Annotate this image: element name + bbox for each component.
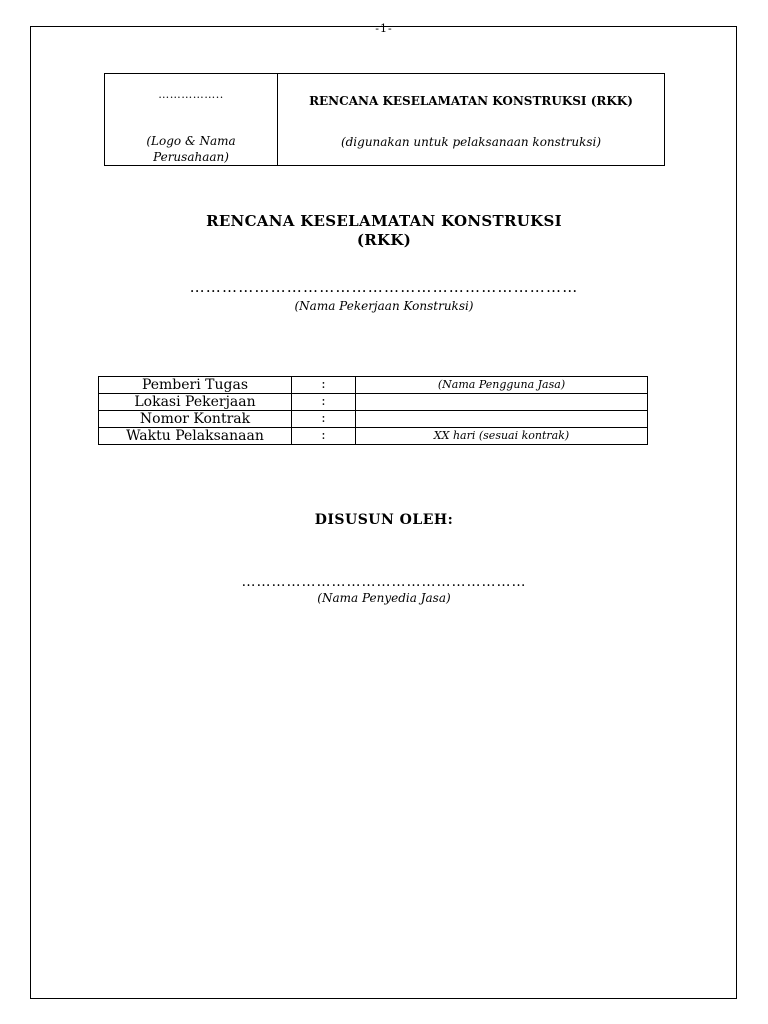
row-label: Nomor Kontrak xyxy=(99,411,292,428)
row-label: Pemberi Tugas xyxy=(99,377,292,394)
provider-name-placeholder: ………………………………………………… xyxy=(241,574,527,590)
row-colon: : xyxy=(292,411,356,428)
row-label: Waktu Pelaksanaan xyxy=(99,428,292,445)
row-value xyxy=(356,411,648,428)
row-colon: : xyxy=(292,377,356,394)
document-title xyxy=(0,212,768,250)
table-row xyxy=(99,394,648,411)
prepared-by-heading: DISUSUN OLEH: xyxy=(314,512,454,528)
table-row xyxy=(99,377,648,394)
logo-caption-line1: (Logo & Nama xyxy=(146,134,236,148)
header-box xyxy=(104,73,665,166)
page-number: -1- xyxy=(375,22,393,35)
row-value xyxy=(356,394,648,411)
project-name-caption: (Nama Pekerjaan Konstruksi) xyxy=(294,299,474,313)
row-colon: : xyxy=(292,394,356,411)
header-subtitle: (digunakan untuk pelaksanaan konstruksi) xyxy=(340,135,602,149)
document-title-line1: RENCANA KESELAMATAN KONSTRUKSI xyxy=(206,212,562,230)
row-value: (Nama Pengguna Jasa) xyxy=(356,377,648,394)
row-colon: : xyxy=(292,428,356,445)
header-title-cell xyxy=(278,74,665,166)
logo-caption xyxy=(105,133,277,165)
document-title-line2: (RKK) xyxy=(356,231,412,249)
info-table xyxy=(98,376,648,445)
project-name-placeholder: ……………………………………………………………… xyxy=(189,278,579,296)
logo-caption-line2: Perusahaan) xyxy=(153,150,229,164)
provider-name-caption: (Nama Penyedia Jasa) xyxy=(317,591,451,605)
row-label: Lokasi Pekerjaan xyxy=(99,394,292,411)
logo-cell xyxy=(105,74,278,166)
logo-placeholder: …………….. xyxy=(158,88,224,101)
table-row xyxy=(99,428,648,445)
row-value: XX hari (sesuai kontrak) xyxy=(356,428,648,445)
header-title: RENCANA KESELAMATAN KONSTRUKSI (RKK) xyxy=(309,94,633,108)
table-row xyxy=(99,411,648,428)
